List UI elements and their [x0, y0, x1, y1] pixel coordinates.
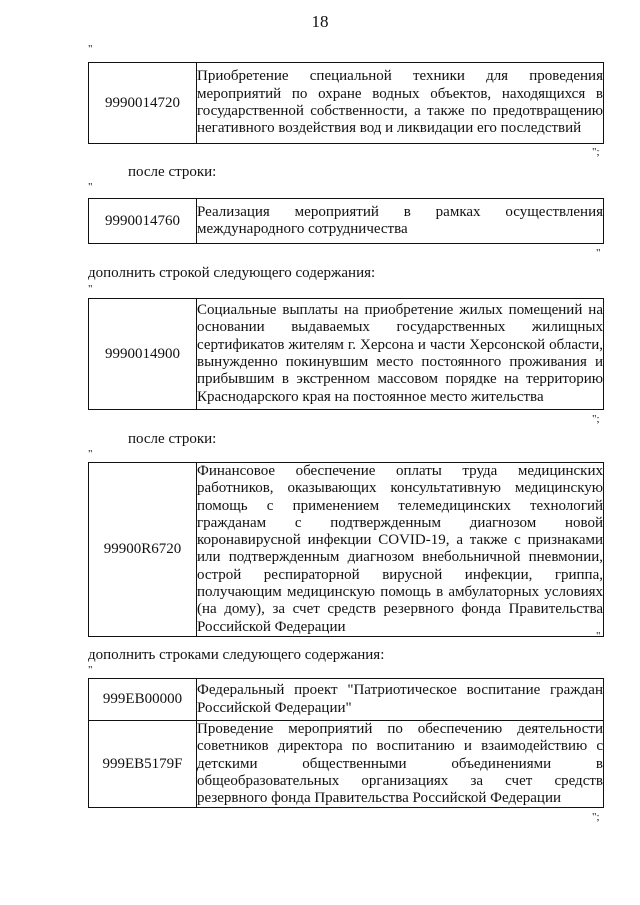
- closing-quote: ": [596, 247, 601, 259]
- row-code: 9990014760: [89, 199, 197, 244]
- instruction-add-rows: дополнить строками следующего содержания:: [88, 647, 385, 663]
- opening-quote: ": [88, 43, 93, 55]
- opening-quote: ": [88, 181, 93, 193]
- opening-quote: ": [88, 283, 93, 295]
- table-block-2: [88, 198, 604, 244]
- row-description: Реализация мероприятий в рамках осуществления международного сотрудничества: [197, 199, 604, 244]
- table-block-4: [88, 462, 604, 637]
- instruction-after-row: после строки:: [128, 164, 217, 180]
- opening-quote: ": [88, 664, 93, 676]
- row-description: Приобретение специальной техники для проведения мероприятий по охране водных объектов, находящихся в государственной собственности, а также по предотвращению негативного воздействия вод и ликвидации его последствий: [197, 63, 604, 144]
- closing-quote: ";: [592, 413, 600, 425]
- opening-quote: ": [88, 448, 93, 460]
- table-block-5: [88, 678, 604, 808]
- row-description: Финансовое обеспечение оплаты труда медицинских работников, оказывающих консультативную медицинскую помощь с применением телемедицинских технологий гражданам с подтвержденным диагнозом новой коронавирусной инфекции COVID-19, а также с признаками или подтвержденным диагнозом внебольничной пневмонии, острой респираторной вирусной инфекции, гриппа, получающим медицинскую помощь в амбулаторных условиях (на дому), за счет средств резервного фонда Правительства Российской Федерации: [197, 463, 603, 635]
- table-row: [89, 463, 604, 637]
- closing-quote: ";: [592, 146, 600, 158]
- closing-quote: ": [596, 630, 601, 642]
- row-description: Социальные выплаты на приобретение жилых помещений на основании выдаваемых государственных жилищных сертификатов жителям г. Херсона и части Херсонской области, вынужденно покинувшим место постоянного проживания и прибывшим в экстренном массовом порядке на территорию Краснодарского края на постоянное место жительства: [197, 299, 604, 410]
- table-block-1: [88, 62, 604, 144]
- row-code: 99900R6720: [89, 463, 197, 637]
- page-number: 18: [311, 12, 329, 31]
- table-row: [89, 199, 604, 244]
- row-code: 999EB00000: [89, 679, 197, 721]
- row-description: Проведение мероприятий по обеспечению деятельности советников директора по воспитанию и взаимодействию с детскими общественными объединениями в общеобразовательных организациях за счет средств резервного фонда Правительства Российской Федерации: [197, 721, 603, 807]
- row-description: Федеральный проект "Патриотическое воспитание граждан Российской Федерации": [197, 679, 604, 721]
- closing-quote: ";: [592, 811, 600, 823]
- table-row: [89, 299, 604, 410]
- row-code: 9990014720: [89, 63, 197, 144]
- table-row: [89, 721, 604, 808]
- table-block-3: [88, 298, 604, 410]
- row-code: 9990014900: [89, 299, 197, 410]
- table-row: [89, 679, 604, 721]
- instruction-after-row: после строки:: [128, 431, 217, 447]
- row-code: 999EB5179F: [89, 721, 197, 808]
- table-row: [89, 63, 604, 144]
- instruction-add-row: дополнить строкой следующего содержания:: [88, 265, 376, 281]
